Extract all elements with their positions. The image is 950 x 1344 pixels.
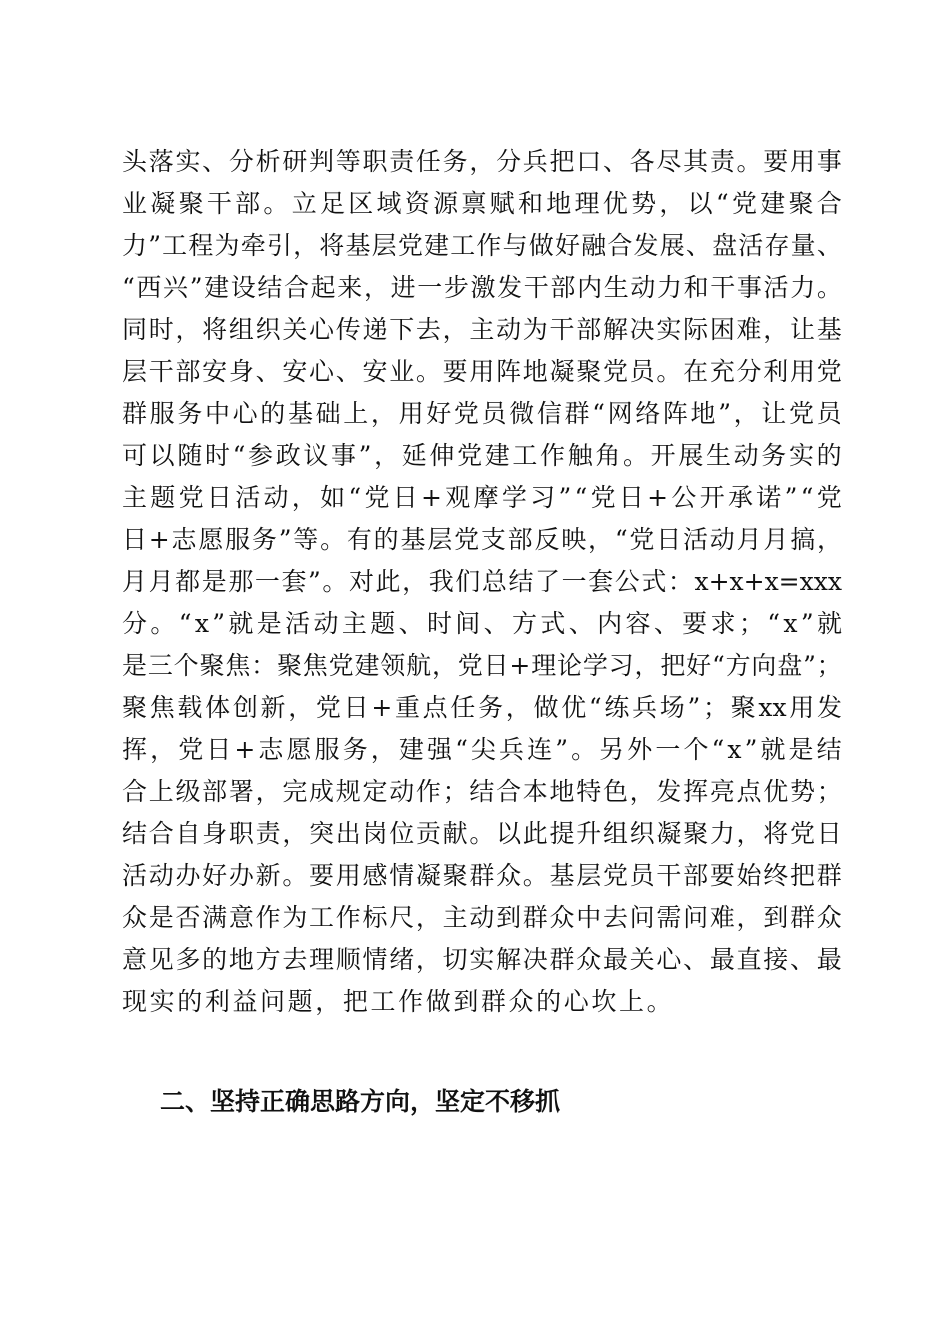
text-line: 层 干 部 安 身 、 安 心 、 安 业 。 要 用 阵 地 凝 聚 党 员 。 在 充 分 利 用 党 — [122, 357, 842, 386]
text-line: 现 实 的 利 益 问 题 ， 把 工 作 做 到 群 众 的 心 坎 上 。 — [122, 987, 672, 1016]
body-paragraph — [122, 141, 842, 1023]
text-line: 是 三 个 聚 焦 ： 聚 焦 党 建 领 航 ， 党 日 + 理 论 学 习 ， 把 好 “ 方 向 盘 ” ； — [122, 651, 842, 680]
text-line: 聚 焦 载 体 创 新 ， 党 日 + 重 点 任 务 ， 做 优 “ 练 兵 场 ” ； 聚 xx 用 发 — [122, 693, 842, 722]
text-line: 意 见 多 的 地 方 去 理 顺 情 绪 ， 切 实 解 决 群 众 最 关 心 、 最 直 接 、 最 — [122, 945, 842, 974]
text-line: 主 题 党 日 活 动 ， 如 “ 党 日 + 观 摩 学 习 ” “ 党 日 + 公 开 承 诺 ” “ 党 — [122, 483, 842, 512]
text-line: 力 ” 工 程 为 牵 引 ， 将 基 层 党 建 工 作 与 做 好 融 合 发 展 、 盘 活 存 量 、 — [122, 231, 842, 260]
text-line: 日 + 志 愿 服 务 ” 等 。 有 的 基 层 党 支 部 反 映 ， “ 党 日 活 动 月 月 搞 ， — [122, 525, 842, 554]
section-heading: 二、坚持正确思路方向，坚定不移抓 — [160, 1087, 561, 1116]
text-line: 群 服 务 中 心 的 基 础 上 ， 用 好 党 员 微 信 群 “ 网 络 阵 地 ” ， 让 党 员 — [122, 399, 842, 428]
text-line: 月 月 都 是 那 一 套 ” 。 对 此 ， 我 们 总 结 了 一 套 公 式 ： x+x+x=xxx — [122, 567, 842, 596]
text-line: 活 动 办 好 办 新 。 要 用 感 情 凝 聚 群 众 。 基 层 党 员 干 部 要 始 终 把 群 — [122, 861, 842, 890]
text-line: 挥 ， 党 日 + 志 愿 服 务 ， 建 强 “ 尖 兵 连 ” 。 另 外 一 个 “ x ” 就 是 结 — [122, 735, 842, 764]
text-line: 业 凝 聚 干 部 。 立 足 区 域 资 源 禀 赋 和 地 理 优 势 ， 以 “ 党 建 聚 合 — [122, 189, 842, 218]
text-line: 同 时 ， 将 组 织 关 心 传 递 下 去 ， 主 动 为 干 部 解 决 实 际 困 难 ， 让 基 — [122, 315, 842, 344]
text-line: “ 西 兴 ” 建 设 结 合 起 来 ， 进 一 步 激 发 干 部 内 生 动 力 和 干 事 活 力 。 — [122, 273, 842, 302]
text-line: 合 上 级 部 署 ， 完 成 规 定 动 作 ； 结 合 本 地 特 色 ， 发 挥 亮 点 优 势 ； — [122, 777, 842, 806]
text-line: 结 合 自 身 职 责 ， 突 出 岗 位 贡 献 。 以 此 提 升 组 织 凝 聚 力 ， 将 党 日 — [122, 819, 842, 848]
text-line: 众 是 否 满 意 作 为 工 作 标 尺 ， 主 动 到 群 众 中 去 问 需 问 难 ， 到 群 众 — [122, 903, 842, 932]
text-line: 可 以 随 时 “ 参 政 议 事 ” ， 延 伸 党 建 工 作 触 角 。 开 展 生 动 务 实 的 — [122, 441, 842, 470]
text-line: 分 。 “ x ” 就 是 活 动 主 题 、 时 间 、 方 式 、 内 容 、 要 求 ； “ x ” 就 — [122, 609, 842, 638]
text-line: 头 落 实 、 分 析 研 判 等 职 责 任 务 ， 分 兵 把 口 、 各 尽 其 责 。 要 用 事 — [122, 147, 842, 176]
